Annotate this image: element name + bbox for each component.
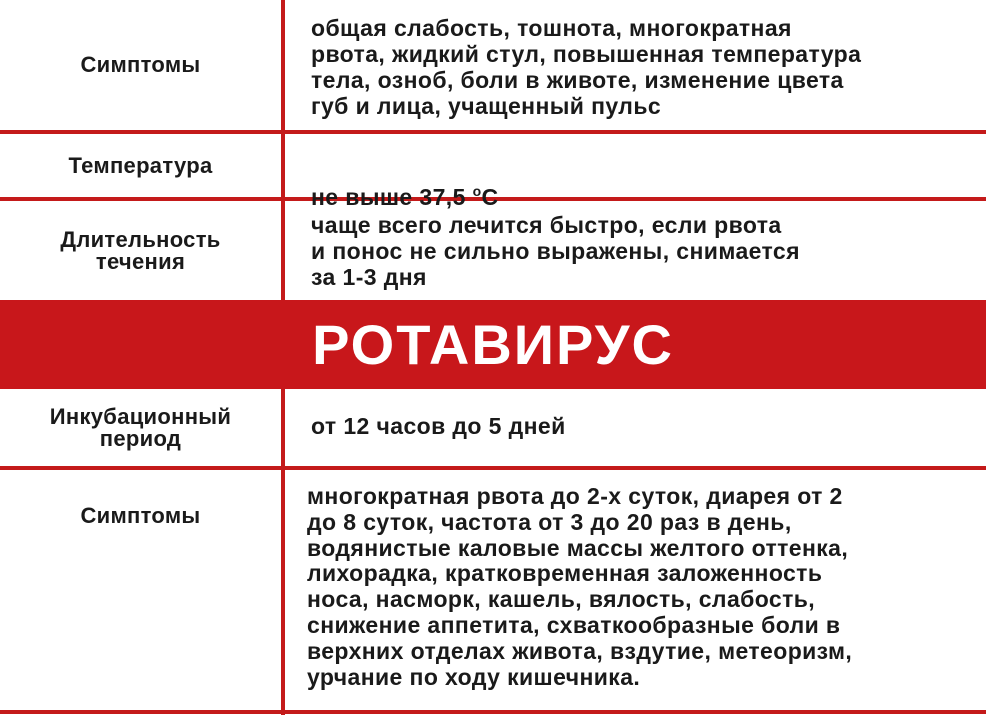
row-divider <box>0 710 986 714</box>
row-value-duration: чаще всего лечится быстро, если рвота и понос не сильно выражены, снимается за 1-3 дня <box>311 212 800 290</box>
row-value-symptoms: общая слабость, тошнота, многократная рвота, жидкий стул, повышенная температура тела, озноб, боли в животе, изменение цвета губ и лица, учащенный пульс <box>311 15 862 119</box>
row-label-symptoms: Симптомы <box>80 52 201 77</box>
temperature-suffix: С <box>481 184 499 210</box>
row-label-temperature: Температура <box>68 152 213 178</box>
row-label-symptoms-2: Симптомы <box>80 503 201 528</box>
row-label-incubation: Инкубационный период <box>49 403 232 451</box>
row-value-incubation: от 12 часов до 5 дней <box>311 413 566 439</box>
row-value-symptoms-2: многократная рвота до 2-х суток, диарея от 2 до 8 суток, частота от 3 до 20 раз в день, водянистые каловые массы желтого оттенка, лихорадка, кратковременная заложенность носа, насморк, кашель, вялость, слабость, снижение аппетита, схваткообразные боли в верхних отделах живота, вздутие, метеоризм, урчание по ходу кишечника. <box>307 483 853 690</box>
row-value-temperature <box>311 152 976 210</box>
column-divider-top <box>281 0 285 300</box>
banner-title: РОТАВИРУС <box>312 313 674 376</box>
column-divider-bottom <box>281 389 285 715</box>
row-label-duration: Длительность течения <box>60 226 221 274</box>
section-banner <box>0 300 986 389</box>
temperature-prefix: не выше 37,5 <box>311 184 473 210</box>
temperature-degree: о <box>472 183 482 199</box>
